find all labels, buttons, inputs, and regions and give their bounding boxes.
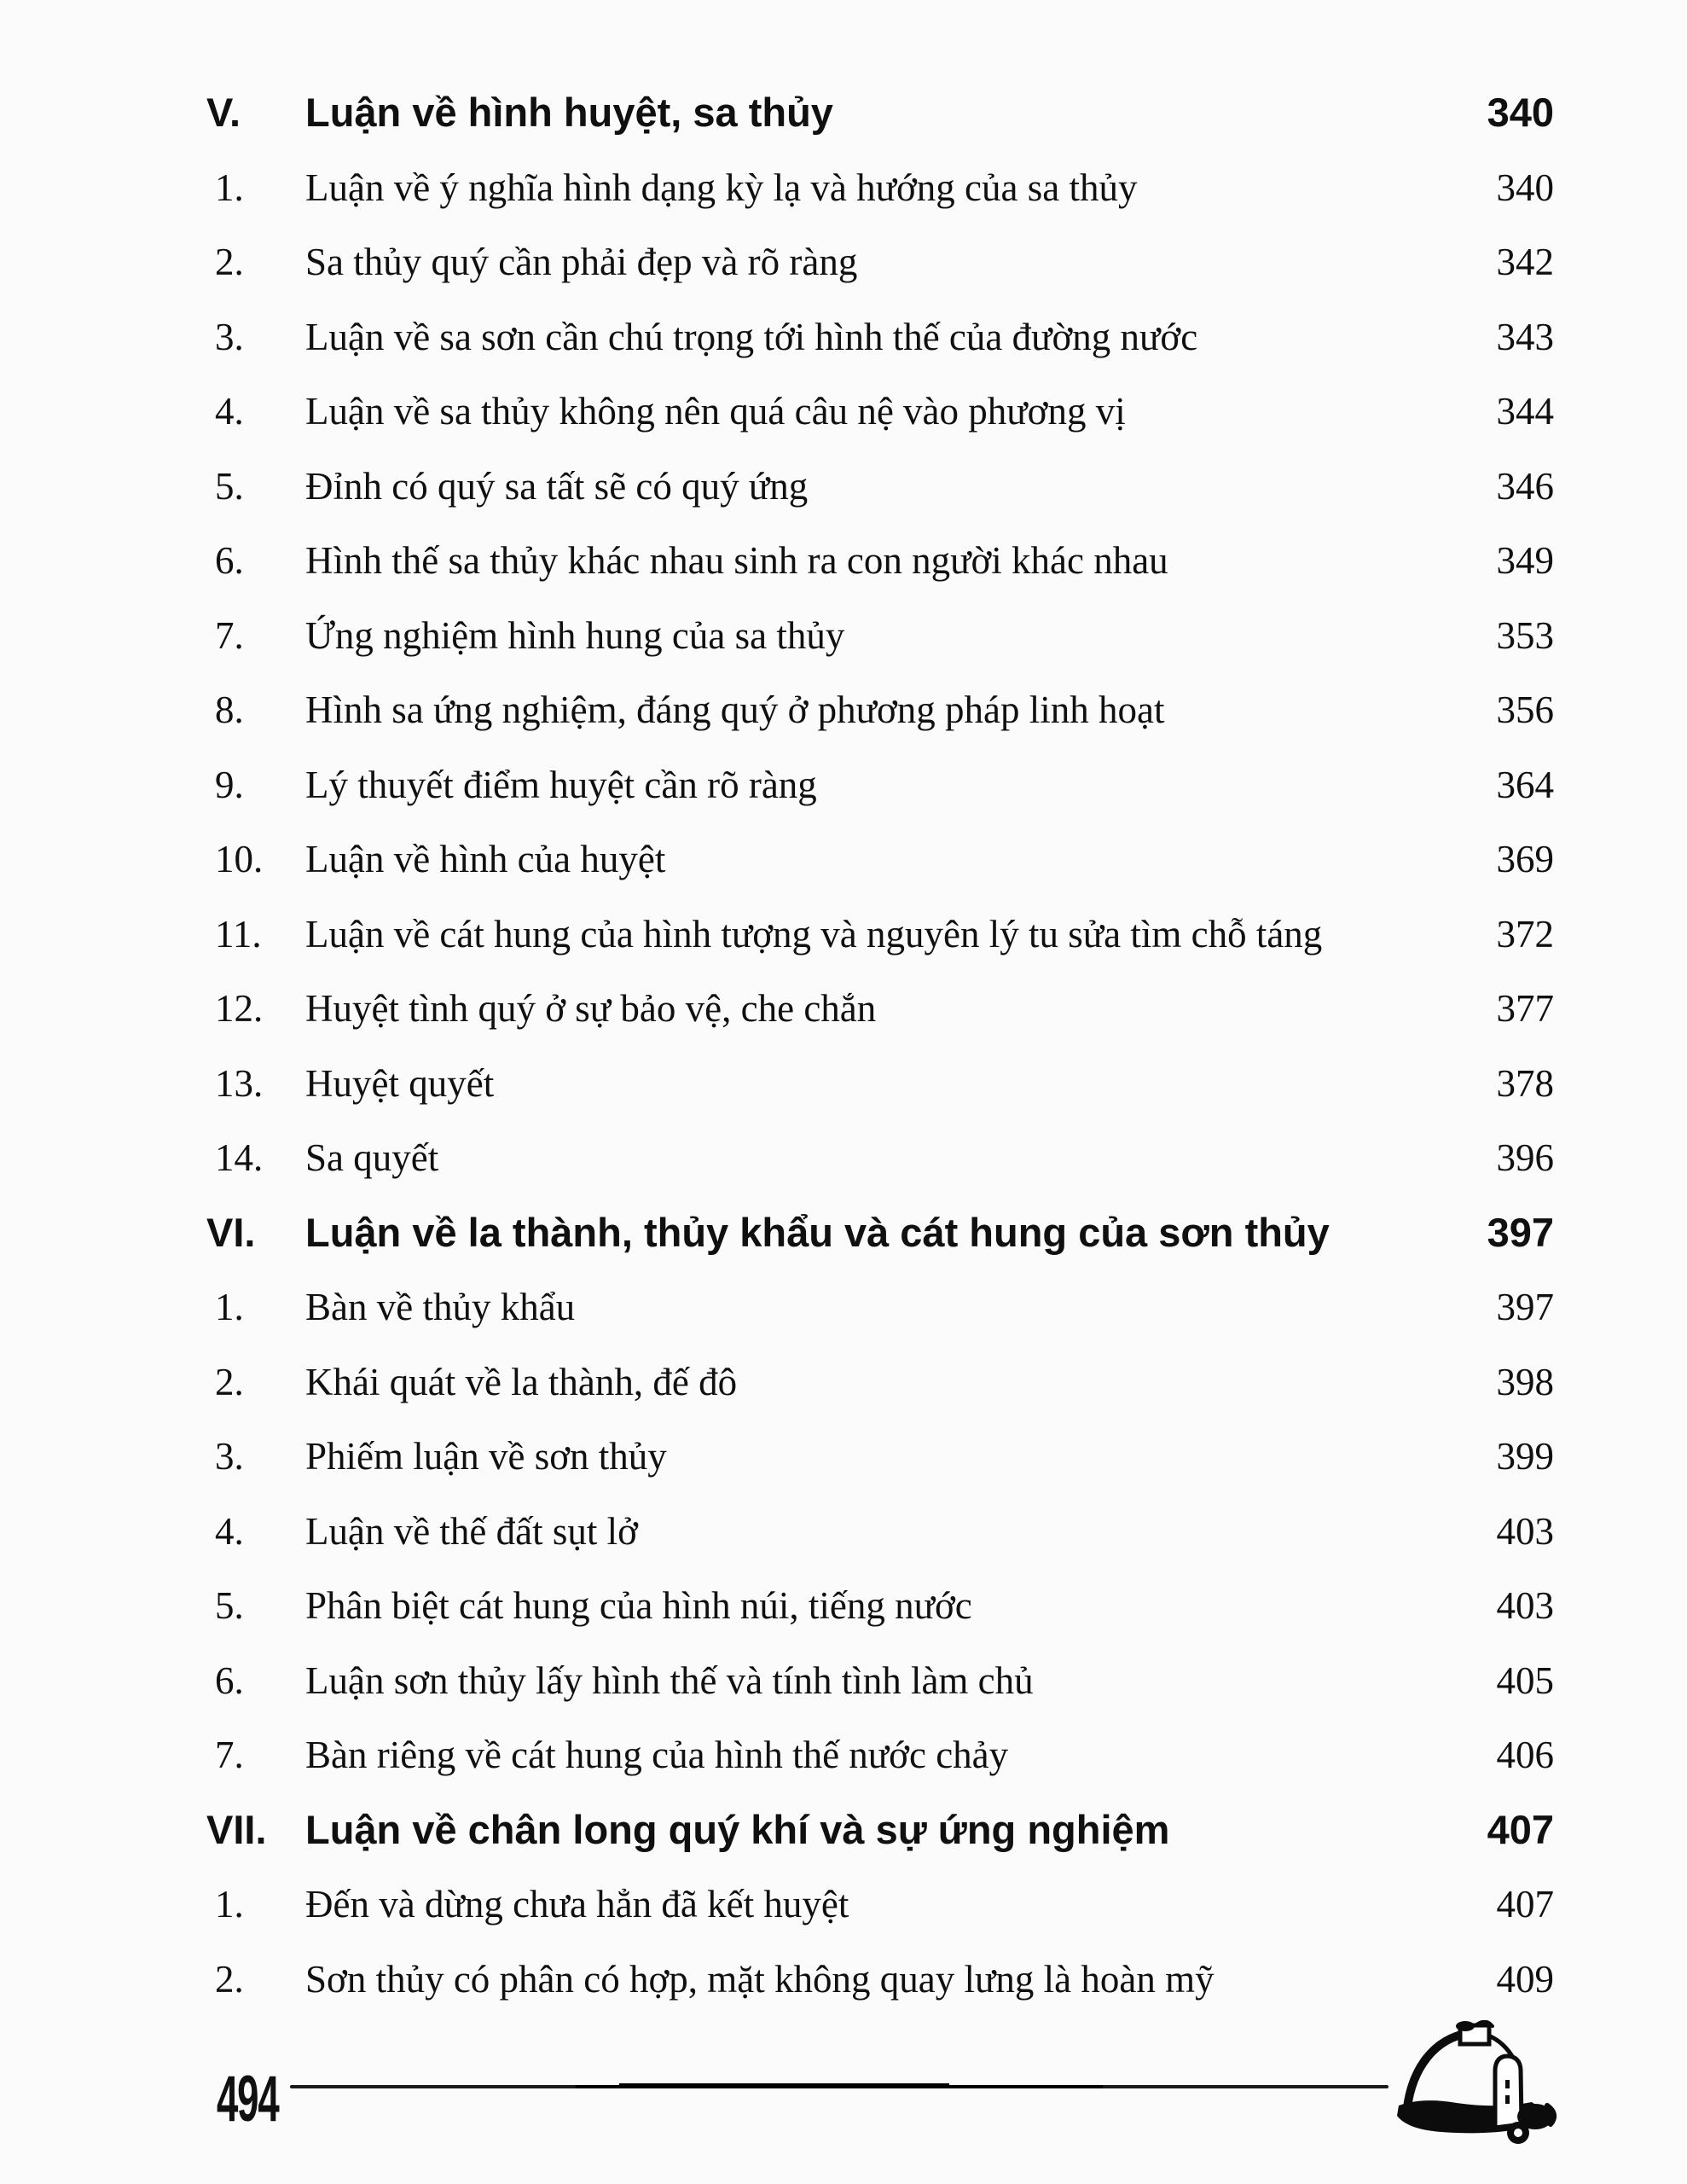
toc-row-page: 356 <box>1496 688 1554 731</box>
toc-row-title: Bàn về thủy khẩu <box>305 1286 576 1328</box>
toc-row-page: 369 <box>1496 838 1554 880</box>
toc-row <box>0 822 1687 897</box>
toc-row-page: 409 <box>1496 1957 1554 2001</box>
toc-row <box>0 1419 1687 1494</box>
toc-row-title: Luận về ý nghĩa hình dạng kỳ lạ và hướng của sa thủy <box>305 166 1138 209</box>
toc-row-number: VI. <box>206 1209 256 1255</box>
toc-row-page: 364 <box>1496 763 1554 806</box>
toc-row-title: Sa thủy quý cần phải đẹp và rõ ràng <box>305 241 858 283</box>
toc-row-page: 397 <box>1487 1209 1554 1255</box>
toc-row <box>0 1792 1687 1867</box>
toc-row-page: 397 <box>1496 1286 1554 1328</box>
toc-row-page: 407 <box>1496 1883 1554 1926</box>
sketch-ring-hole <box>1514 2129 1522 2137</box>
toc-row-number: 4. <box>215 1509 244 1553</box>
toc-row-title: Luận sơn thủy lấy hình thế và tính tình làm chủ <box>305 1658 1034 1702</box>
toc-row-page: 378 <box>1496 1061 1554 1105</box>
footer-rule <box>290 2085 1388 2088</box>
toc-row <box>0 224 1687 299</box>
toc-row-title: Khái quát về la thành, đế đô <box>305 1360 738 1403</box>
toc-row-number: 2. <box>215 1360 244 1403</box>
toc-row-number: 1. <box>215 1286 244 1328</box>
toc-row <box>0 1867 1687 1942</box>
toc-row-number: 14. <box>215 1136 264 1179</box>
toc-row-page: 349 <box>1496 539 1554 582</box>
toc-row-page: 403 <box>1496 1509 1554 1553</box>
toc-row-page: 372 <box>1496 912 1554 956</box>
toc-row-title: Hình sa ứng nghiệm, đáng quý ở phương pháp linh hoạt <box>305 688 1165 731</box>
toc-row-number: 6. <box>215 539 244 582</box>
sketch-pillar-dot-1 <box>1505 2080 1510 2088</box>
toc-row-number: 4. <box>215 390 244 433</box>
toc-row-page: 407 <box>1487 1806 1554 1852</box>
toc-row-page: 344 <box>1496 390 1554 433</box>
toc-row-number: V. <box>206 90 241 135</box>
toc-row-number: 13. <box>215 1061 264 1105</box>
toc-row <box>0 1195 1687 1270</box>
toc-row-title: Luận về cát hung của hình tượng và nguyên lý tu sửa tìm chỗ táng <box>305 912 1323 956</box>
toc-row-number: 10. <box>215 838 264 880</box>
toc-row-page: 399 <box>1496 1435 1554 1478</box>
sketch-pillar-dot-2 <box>1505 2095 1510 2104</box>
footer-illustration <box>1388 2020 1569 2148</box>
toc-row-page: 405 <box>1496 1658 1554 1702</box>
toc-row-title: Huyệt tình quý ở sự bảo vệ, che chắn <box>305 987 877 1030</box>
toc-row-page: 340 <box>1487 90 1554 135</box>
toc-row-number: 11. <box>215 912 262 956</box>
toc-row-page: 396 <box>1496 1136 1554 1179</box>
toc-row-title: Huyệt quyết <box>305 1061 495 1105</box>
toc-row-title: Luận về hình của huyệt <box>305 838 666 880</box>
toc-row-page: 346 <box>1496 464 1554 508</box>
toc-row-number: 12. <box>215 987 264 1030</box>
toc-row <box>0 449 1687 524</box>
toc-row-number: 1. <box>215 1883 244 1926</box>
toc-row <box>0 1942 1687 2017</box>
toc-row-number: 7. <box>215 1734 244 1776</box>
toc-row <box>0 598 1687 673</box>
toc-row-number: 5. <box>215 1584 244 1627</box>
toc-row-number: 1. <box>215 166 244 209</box>
toc-row-title: Luận về la thành, thủy khẩu và cát hung của sơn thủy <box>305 1209 1330 1255</box>
toc-row-title: Bàn riêng về cát hung của hình thế nước chảy <box>305 1734 1009 1776</box>
toc-row <box>0 1643 1687 1718</box>
toc-row <box>0 1046 1687 1121</box>
toc-row-number: 9. <box>215 763 244 806</box>
toc-row-number: 2. <box>215 241 244 283</box>
toc-row-page: 353 <box>1496 613 1554 657</box>
toc-row-title: Luận về sa thủy không nên quá câu nệ vào phương vị <box>305 390 1126 433</box>
toc-row-title: Đỉnh có quý sa tất sẽ có quý ứng <box>305 464 809 508</box>
toc-row-page: 406 <box>1496 1734 1554 1776</box>
toc-row-page: 342 <box>1496 241 1554 283</box>
toc-row-title: Hình thế sa thủy khác nhau sinh ra con người khác nhau <box>305 539 1168 582</box>
folio-number: 494 <box>217 2063 279 2135</box>
toc-row-number: 5. <box>215 464 244 508</box>
toc-row-title: Sa quyết <box>305 1136 439 1179</box>
toc-row-title: Luận về hình huyệt, sa thủy <box>305 90 833 135</box>
page-footer <box>0 2013 1687 2184</box>
toc-row <box>0 1345 1687 1420</box>
toc-row <box>0 971 1687 1046</box>
toc-row-title: Phiếm luận về sơn thủy <box>305 1435 667 1478</box>
toc-row-title: Luận về chân long quý khí và sự ứng nghiệm <box>305 1806 1170 1852</box>
toc-row <box>0 1568 1687 1643</box>
toc-row-number: VII. <box>206 1806 267 1852</box>
toc-row <box>0 897 1687 972</box>
toc-row-title: Lý thuyết điểm huyệt cần rõ ràng <box>305 763 817 806</box>
toc-row <box>0 374 1687 449</box>
toc-row-title: Luận về thế đất sụt lở <box>305 1509 638 1553</box>
toc-row-page: 377 <box>1496 987 1554 1030</box>
toc-row <box>0 1120 1687 1195</box>
toc-row-title: Luận về sa sơn cần chú trọng tới hình thế của đường nước <box>305 315 1198 358</box>
toc-row <box>0 672 1687 747</box>
toc-row-number: 6. <box>215 1658 244 1702</box>
toc-row-number: 8. <box>215 688 244 731</box>
toc-row <box>0 523 1687 598</box>
toc-row-title: Phân biệt cát hung của hình núi, tiếng nước <box>305 1584 972 1627</box>
sketch-knob-blob <box>1456 2021 1475 2031</box>
toc-row-title: Đến và dừng chưa hẳn đã kết huyệt <box>305 1883 849 1926</box>
toc-row <box>0 1269 1687 1345</box>
toc-row-page: 343 <box>1496 315 1554 358</box>
toc-row <box>0 299 1687 375</box>
toc-row-number: 3. <box>215 1435 244 1478</box>
toc-row <box>0 75 1687 150</box>
toc-row <box>0 747 1687 822</box>
toc-row-page: 403 <box>1496 1584 1554 1627</box>
toc-row-number: 2. <box>215 1957 244 2001</box>
toc-row-number: 7. <box>215 613 244 657</box>
toc-row <box>0 1494 1687 1569</box>
toc-row-page: 340 <box>1496 166 1554 209</box>
toc-row <box>0 150 1687 225</box>
toc-row-number: 3. <box>215 315 244 358</box>
toc-row <box>0 1717 1687 1792</box>
toc-row-page: 398 <box>1496 1360 1554 1403</box>
toc-row-title: Ứng nghiệm hình hung của sa thủy <box>305 613 845 657</box>
toc-row-title: Sơn thủy có phân có hợp, mặt không quay lưng là hoàn mỹ <box>305 1957 1215 2001</box>
